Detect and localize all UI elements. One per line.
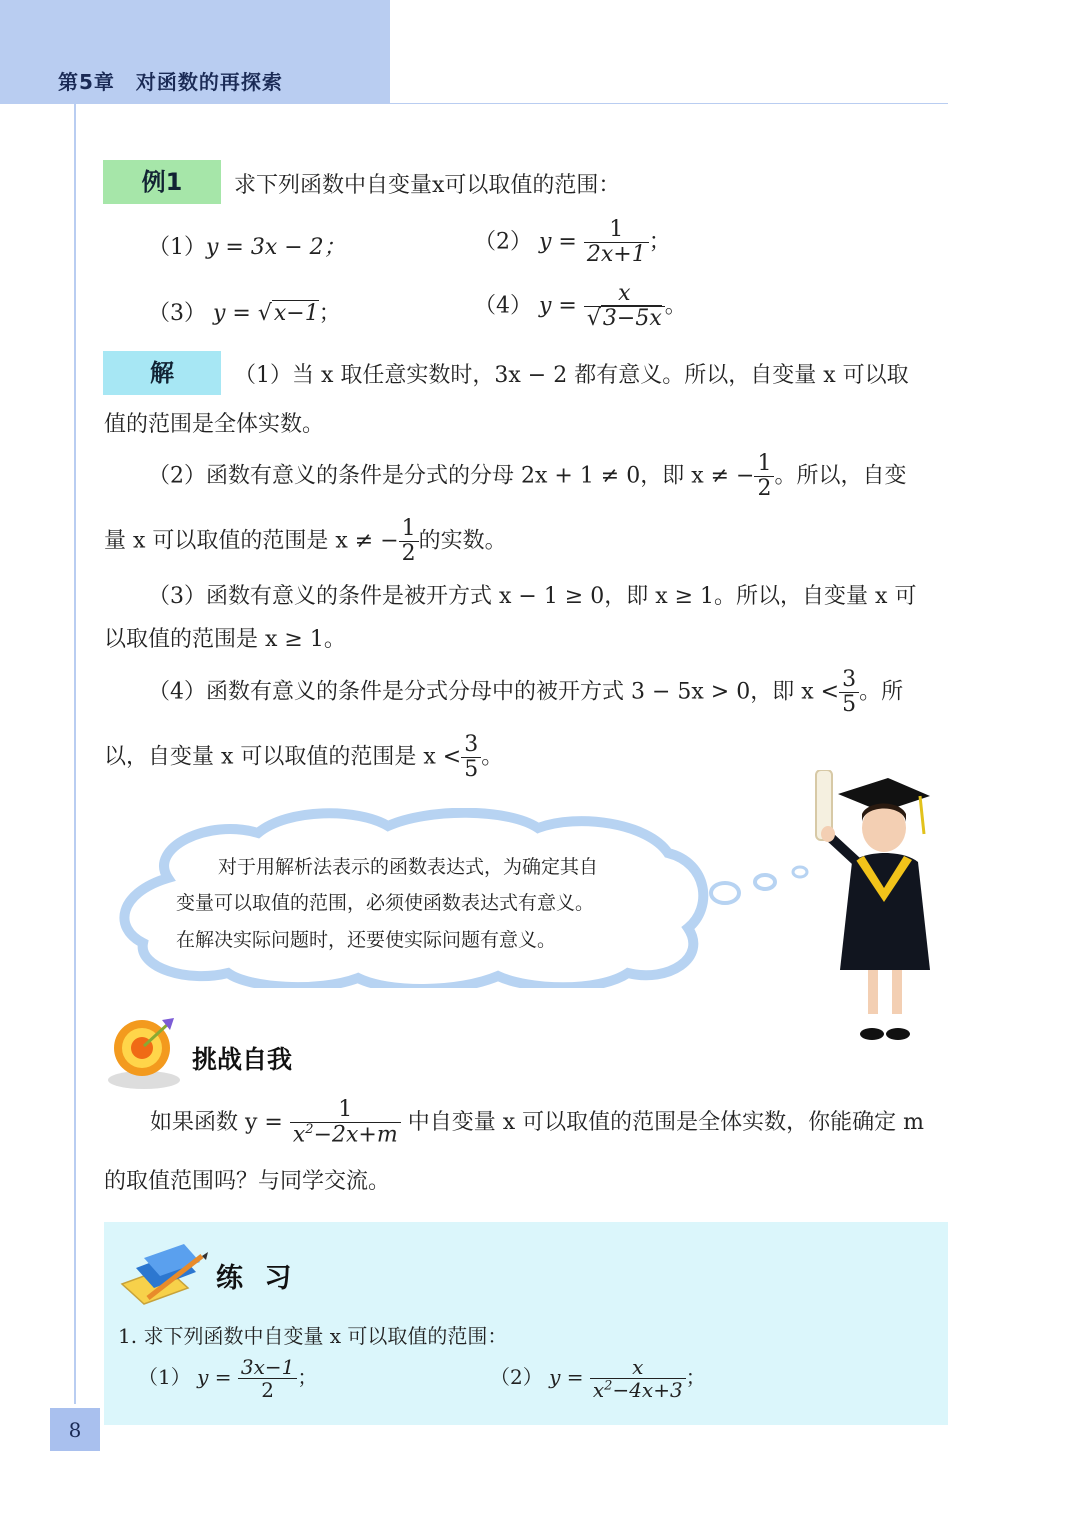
page-number-box	[50, 1408, 100, 1451]
fraction-numerator: x	[632, 1355, 644, 1379]
item-tail: ；	[297, 1365, 318, 1389]
solution-2-line2	[104, 517, 507, 566]
example-prompt: 求下列函数中自变量x可以取值的范围：	[234, 173, 621, 198]
header-rule	[390, 103, 948, 104]
solution-text: 量 x 可以取值的范围是 x ≠ −	[104, 528, 399, 554]
den-exponent: 2	[305, 1122, 314, 1138]
fraction-numerator: 3	[464, 732, 479, 757]
solution-text: （2）函数有意义的条件是分式的分母 2x + 1 ≠ 0，即 x ≠ −	[148, 463, 755, 489]
solution-3-line2: 以取值的范围是 x ≥ 1。	[104, 627, 346, 652]
fraction-denominator: 5	[461, 757, 481, 782]
item-label: （1）	[148, 235, 206, 260]
solution-4-line1	[148, 668, 903, 717]
margin-rule	[74, 104, 76, 1404]
fraction	[461, 733, 481, 782]
target-icon	[104, 1012, 184, 1092]
fraction	[399, 517, 419, 566]
challenge-text: 如果函数 y =	[150, 1109, 283, 1135]
fraction	[584, 282, 665, 331]
fraction-numerator: x	[618, 281, 631, 306]
solution-2-line1	[148, 452, 907, 501]
solution-text: 。所以，自变	[774, 463, 907, 489]
example-item-3	[148, 296, 341, 327]
example-item-2	[474, 218, 671, 267]
item-tail: ；	[318, 301, 341, 326]
challenge-line-1	[150, 1098, 924, 1148]
fraction-denominator	[290, 1122, 401, 1148]
item-label: （3）	[148, 301, 206, 326]
fraction-denominator	[590, 1378, 686, 1401]
fraction-denominator: 5	[839, 692, 859, 717]
den-part: −2x+m	[313, 1122, 398, 1148]
fraction-numerator: 1	[609, 217, 624, 242]
fraction	[290, 1098, 401, 1148]
example-item-1	[148, 230, 346, 261]
solution-text: 的实数。	[418, 528, 507, 554]
fraction-numerator: 1	[757, 451, 772, 476]
fraction-denominator	[584, 306, 665, 331]
solution-text: 以，自变量 x 可以取值的范围是 x <	[104, 744, 462, 770]
solution-1-line2: 值的范围是全体实数。	[104, 412, 325, 437]
fraction-numerator: 1	[401, 516, 416, 541]
cloud-line-1: 对于用解析法表示的函数表达式，为确定其自	[218, 856, 599, 878]
solution-1-line1: （1）当 x 取任意实数时，3x − 2 都有意义。所以，自变量 x 可以取	[234, 363, 909, 388]
item-tail: ；	[685, 1365, 706, 1389]
example-item-4	[474, 282, 687, 331]
den-part: −4x+3	[612, 1378, 683, 1402]
graduate-child-illustration	[808, 770, 943, 1055]
solution-4-line2	[104, 733, 503, 782]
item-label: （2）	[490, 1365, 543, 1389]
fraction-denominator: 2	[399, 541, 419, 566]
fraction	[839, 668, 859, 717]
sqrt-sign-icon: √	[586, 306, 601, 332]
solution-text: 。所	[859, 679, 904, 705]
item-lhs: y =	[549, 1365, 584, 1389]
fraction-numerator: 3	[842, 667, 857, 692]
item-tail: ；	[648, 229, 671, 255]
practice-title: 练 习	[216, 1263, 298, 1294]
item-lhs: y =	[539, 229, 577, 255]
practice-item-2	[490, 1356, 706, 1401]
chapter-title: 第5章 对函数的再探索	[58, 70, 283, 94]
solution-tag: 解	[103, 351, 221, 395]
solution-3-line1: （3）函数有意义的条件是被开方式 x − 1 ≥ 0，即 x ≥ 1。所以，自变量 x 可	[148, 584, 917, 609]
fraction	[584, 218, 649, 267]
solution-text: （4）函数有意义的条件是分式分母中的被开方式 3 − 5x > 0，即 x <	[148, 679, 840, 705]
challenge-text: 中自变量 x 可以取值的范围是全体实数，你能确定 m	[407, 1109, 924, 1135]
item-label: （1）	[138, 1365, 191, 1389]
practice-question-1: 1. 求下列函数中自变量 x 可以取值的范围：	[118, 1324, 508, 1348]
den-part: x	[592, 1378, 605, 1402]
radicand: 3−5x	[602, 306, 662, 332]
fraction	[590, 1356, 686, 1401]
sqrt-sign-icon: √	[257, 301, 272, 326]
item-lhs: y =	[539, 293, 577, 319]
fraction-denominator: 2x+1	[584, 242, 649, 267]
fraction-numerator: 3x−1	[240, 1355, 295, 1379]
challenge-title: 挑战自我	[192, 1045, 293, 1074]
fraction-denominator: 2	[754, 476, 774, 501]
practice-item-1	[138, 1356, 317, 1401]
example-tag: 例1	[103, 160, 221, 204]
fraction	[754, 452, 774, 501]
challenge-line-2: 的取值范围吗？与同学交流。	[104, 1169, 391, 1194]
den-exponent: 2	[604, 1378, 613, 1394]
fraction-numerator: 1	[338, 1097, 353, 1122]
cloud-line-2: 变量可以取值的范围，必须使函数表达式有意义。	[176, 892, 595, 914]
den-part: x	[292, 1122, 306, 1148]
item-lhs: y =	[197, 1365, 232, 1389]
radicand: x−1	[273, 301, 319, 326]
fraction	[238, 1356, 298, 1401]
cloud-line-3: 在解决实际问题时，还要使实际问题有意义。	[176, 929, 557, 951]
item-label: （4）	[474, 293, 532, 319]
item-expr: y = 3x − 2；	[206, 235, 346, 260]
fraction-denominator: 2	[238, 1378, 298, 1401]
page-number: 8	[68, 1418, 82, 1442]
notebook-pencil-icon	[118, 1238, 208, 1306]
item-label: （2）	[474, 229, 532, 255]
item-lhs: y =	[213, 301, 251, 326]
item-tail: 。	[664, 293, 687, 319]
solution-text: 。	[481, 744, 504, 770]
thought-bubbles-icon	[705, 860, 815, 910]
